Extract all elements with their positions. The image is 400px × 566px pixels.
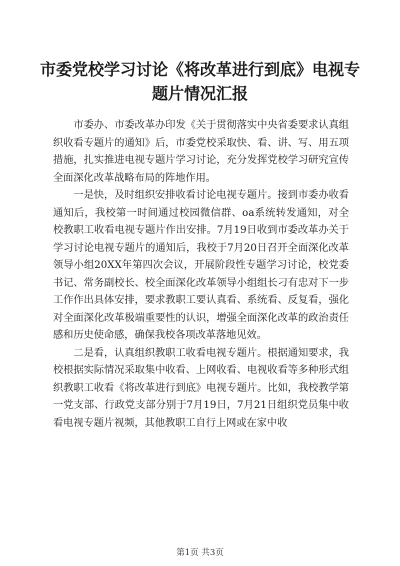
paragraph-watch: 二是看，认真组织教职工收看电视专题片。根据通知要求，我校根据实际情况采取集中收看、上网收看、电视收看等多种形式组织教职工收看《将改革进行到底》电视专题片。比如，我校教学第一党支部、行政党支部分别于7月19日，7月21日组织党员集中收看电视专题片视频，其他教职工自行上网或在家中收 [53, 347, 349, 429]
document-body [53, 117, 349, 432]
page-number-footer: 第1页 共3页 [176, 548, 224, 558]
paragraph-quick: 一是快，及时组织安排收看讨论电视专题片。接到市委办收看通知后，我校第一时间通过校园微信群、oa系统转发通知，对全校教职工收看电视专题片作出安排。7月19日收到市委改革办关于学习讨论电视专题片的通知后，我校于7月20日召开全面深化改革领导小组20XX年第四次会议，开展阶段性专题学习讨论，校党委书记、常务副校长、校全面深化改革领导小组组长刁有忠对下一步工作作出具体安排，要求教职工要认真看、系统看、反复看，强化对全面深化改革极端重要性的认识，增强全面深化改革的政治责任感和历史使命感，确保我校各项改革落地见效。 [53, 190, 349, 341]
document-title: 市委党校学习讨论《将改革进行到底》电视专题片情况汇报 [40, 60, 361, 103]
paragraph-intro: 市委办、市委改革办印发《关于贯彻落实中央省委要求认真组织收看专题片的通知》后，市委党校采取快、看、讲、写、用五项措施，扎实推进电视专题片学习讨论，充分发挥党校学习研究宣传全面深化改革战略布局的阵地作用。 [53, 120, 349, 184]
